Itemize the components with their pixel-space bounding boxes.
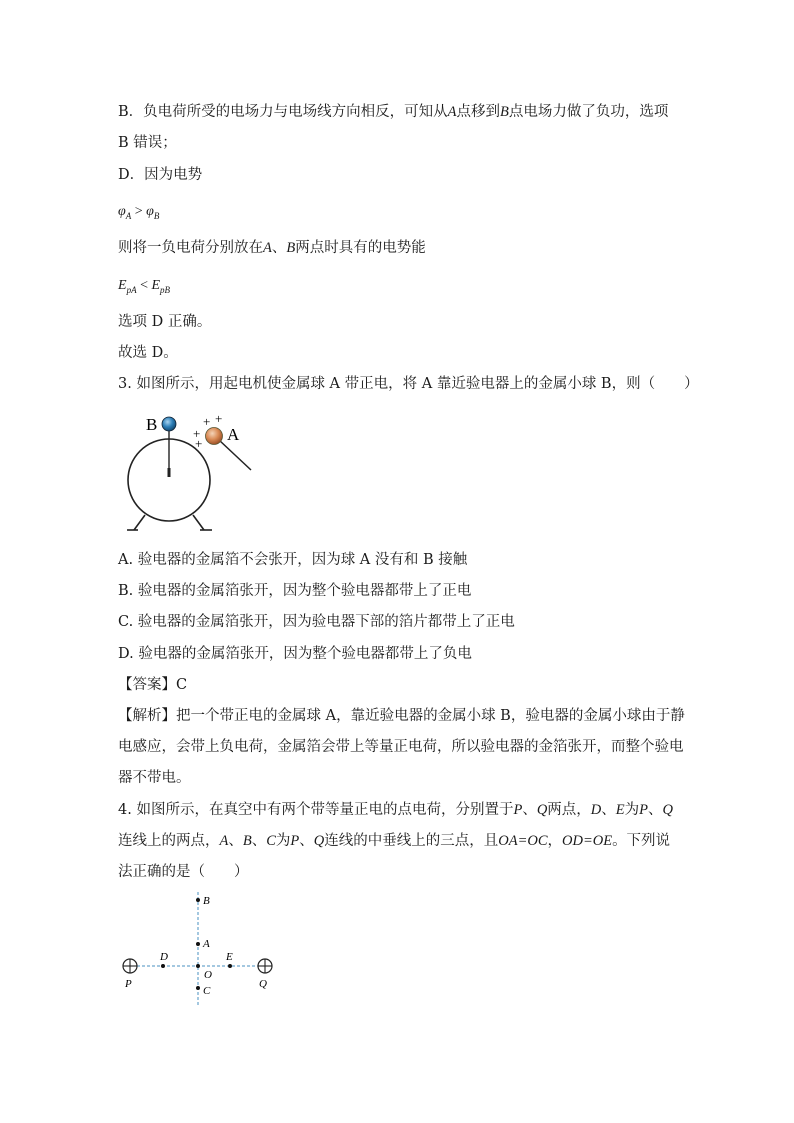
plus-sign: + [203,414,211,429]
phi-symbol: φ [146,204,154,219]
text: 。下列说 [612,833,671,849]
equation-energy [118,276,170,300]
operator: < [136,278,152,293]
text: 4. 如图所示，在真空中有两个带等量正电的点电荷，分别置于 [118,802,514,818]
subscript: pA [126,284,137,295]
text: 、 [228,833,243,849]
text: 两点时具有的电势能 [295,240,426,256]
text: 、 [601,802,616,818]
text: 为 [275,833,291,849]
energy-symbol: E [151,278,161,293]
charging-rod [219,440,251,470]
label-b: B [203,895,210,907]
point-p: P [639,802,648,818]
point-q: Q [662,802,673,818]
phi-symbol: φ [118,204,126,219]
text: 、 [522,802,537,818]
text: 点电场力做了负功，选项 [508,104,669,120]
text: B．负电荷所受的电场力与电场线方向相反，可知从 [118,104,448,120]
q3-analysis-2: 电感应，会带上负电荷，金属箔会带上等量正电荷，所以验电器的金箔张开，而整个验电 [118,739,684,755]
point-o-dot [196,964,200,968]
charge-q [258,959,272,973]
choose-line: 故选 D。 [118,345,178,361]
label-e: E [226,951,233,963]
option-d-line: D．因为电势 [118,167,203,183]
electroscope-leg-right [193,515,204,530]
q3-analysis-1: 【解析】把一个带正电的金属球 A，靠近验电器的金属小球 B，验电器的金属小球由于静 [118,708,685,724]
q3-option-b: B. 验电器的金属箔张开，因为整个验电器都带上了正电 [118,583,472,599]
energy-symbol: E [118,278,127,293]
plus-sign: + [193,426,201,441]
operator: > [131,204,147,219]
charge-p [123,959,137,973]
point-e-dot [228,964,232,968]
equation: OA=OC [498,833,548,849]
point-q: Q [313,833,325,849]
metal-ball-b [162,417,176,431]
point-c-dot [196,986,200,990]
text: 点移到 [456,104,501,120]
point-p: P [290,833,300,849]
label-p: P [125,978,132,990]
equation-potential [118,202,159,226]
text: 、 [299,833,314,849]
subscript: A [125,210,132,221]
label-o: O [204,969,212,981]
d-correct-line: 选项 D 正确。 [118,314,212,330]
q3-stem: 3. 如图所示，用起电机使金属球 A 带正电，将 A 靠近验电器上的金属小球 B，则（ ） [118,376,699,392]
q4-stem-2 [118,831,670,851]
point-d: D [590,802,602,818]
label-q: Q [259,978,267,990]
q3-option-c: C. 验电器的金属箔张开，因为验电器下部的箔片都带上了正电 [118,614,515,630]
subscript: pB [160,284,171,295]
q4-stem-1 [118,800,673,820]
option-b-line-2: B 错误； [118,135,177,151]
point-a-dot [196,942,200,946]
equation: OD=OE [562,833,613,849]
label-b: B [146,415,158,434]
point-d-dot [161,964,165,968]
text: ， [547,833,562,849]
point-q: Q [536,802,548,818]
point-b: B [242,833,252,849]
point-a: A [263,240,272,256]
electroscope-leaves [168,468,171,477]
q3-analysis-3: 器不带电。 [118,770,191,786]
q3-option-d: D. 验电器的金属箔张开，因为整个验电器都带上了负电 [118,646,472,662]
point-a: A [447,104,457,120]
point-a: A [219,833,229,849]
text: 、 [271,240,287,256]
point-e: E [615,802,625,818]
label-d: D [160,951,168,963]
energy-line [118,238,426,258]
option-b-line-1 [118,102,668,122]
point-c: C [266,833,276,849]
text: 两点， [547,802,591,818]
plus-sign: + [215,411,223,426]
text: 连线上的两点， [118,833,220,849]
electroscope-figure [118,410,268,535]
electroscope-leg-left [134,515,145,530]
text: 连线的中垂线上的三点，且 [324,833,499,849]
q4-stem-3: 法正确的是（ ） [118,864,249,880]
q3-answer: 【答案】C [118,677,188,693]
metal-ball-a [206,428,223,445]
label-a: A [227,425,240,444]
subscript: B [153,210,160,221]
text: 、 [251,833,267,849]
label-c: C [203,985,211,997]
plus-sign: + [195,436,203,451]
point-p: P [513,802,523,818]
point-b: B [286,240,296,256]
label-a: A [203,938,210,950]
q3-option-a: A. 验电器的金属箔不会张开，因为球 A 没有和 B 接触 [118,552,468,568]
text: 则将一负电荷分别放在 [118,240,263,256]
point-charges-figure [115,888,285,1013]
text: 、 [648,802,663,818]
text: 为 [624,802,640,818]
point-b: B [500,104,509,120]
point-b-dot [196,898,200,902]
